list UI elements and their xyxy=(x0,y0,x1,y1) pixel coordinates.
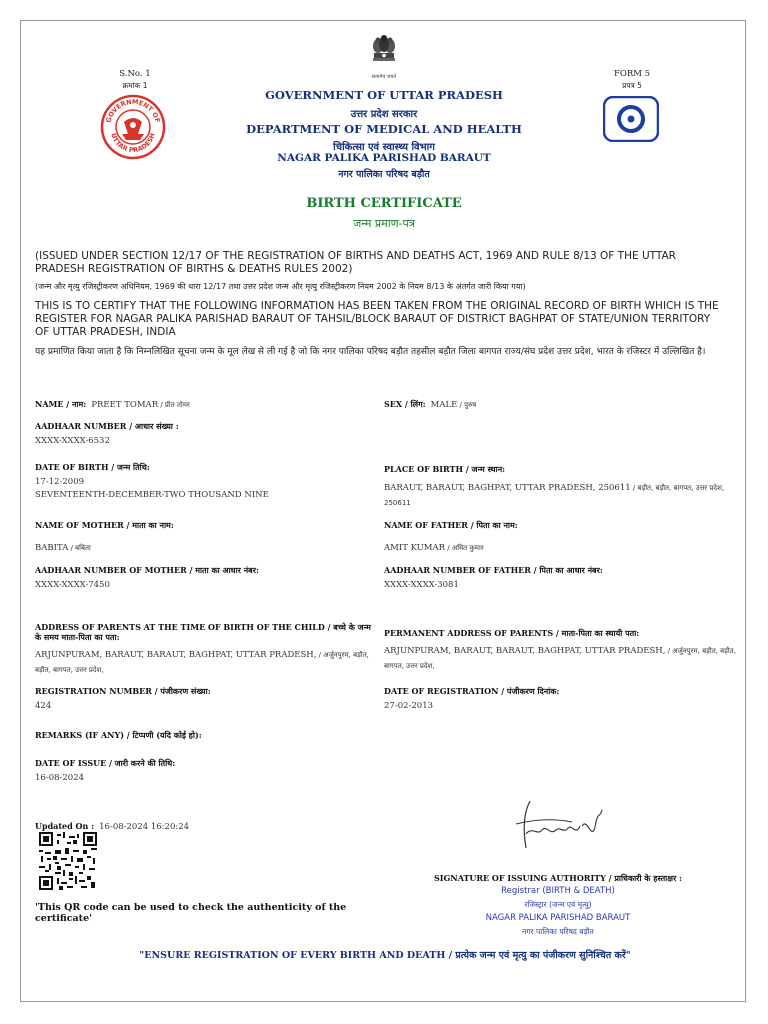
certificate-title-hi: जन्म प्रमाण-पत्र xyxy=(353,217,415,230)
mother-value-hi: / बबिता xyxy=(68,544,91,552)
father-value-hi: / अमित कुमार xyxy=(445,544,484,552)
mother-label: NAME OF MOTHER / माता का नाम: xyxy=(35,520,174,530)
registration-date-value: 27-02-2013 xyxy=(384,701,434,711)
remarks-label: REMARKS (IF ANY) / टिप्पणी (यदि कोई हो): xyxy=(35,730,202,740)
father-field xyxy=(384,535,734,554)
updated-on-value: 16-08-2024 16:20:24 xyxy=(99,822,190,832)
father-label: NAME OF FATHER / पिता का नाम: xyxy=(384,520,518,530)
father-aadhaar-label: AADHAAR NUMBER OF FATHER / पिता का आधार नंबर: xyxy=(384,565,603,575)
sex-value: MALE xyxy=(430,400,458,410)
pob-label: PLACE OF BIRTH / जन्म स्थान: xyxy=(384,464,506,474)
dob-words: SEVENTEENTH-DECEMBER-TWO THOUSAND NINE xyxy=(35,490,269,500)
permanent-address-field xyxy=(384,642,744,672)
registrar-logo-icon xyxy=(603,96,659,142)
mother-aadhaar-label: AADHAAR NUMBER OF MOTHER / माता का आधार नंबर: xyxy=(35,565,259,575)
registration-date-label: DATE OF REGISTRATION / पंजीकरण दिनांक: xyxy=(384,686,560,696)
certify-text-hi: यह प्रमाणित किया जाता है कि निम्नलिखित सूचना जन्म के मूल लेख से ली गई है जो कि नगर पालिका परिषद बड़ौत तहसील बड़ौत जिला बागपत राज्य/संघ प्रदेश उत्तर प्रदेश, भारत के रजिस्टर में उल्लिखित है। xyxy=(35,347,706,357)
sex-field xyxy=(384,392,734,411)
date-of-issue-label: DATE OF ISSUE / जारी करने की तिथि: xyxy=(35,758,176,768)
father-aadhaar-value: XXXX-XXXX-3081 xyxy=(384,580,459,590)
sex-label: SEX / लिंग: xyxy=(384,399,426,409)
mother-field xyxy=(35,535,375,554)
name-value-hi: / प्रीत तोमर xyxy=(158,401,190,409)
form-number-en: FORM 5 xyxy=(613,69,651,79)
emblem-caption: सत्यमेव जयते xyxy=(371,74,397,80)
issued-under-text-hi: (जन्म और मृत्यु रजिस्ट्रीकरण अधिनियम, 1969 की धारा 12/17 तथा उत्तर प्रदेश जन्म और मृत्यु रजिस्ट्रीकरण नियम 2002 के नियम 8/13 के अंतर्गत जारी किया गया) xyxy=(35,282,526,291)
up-government-seal-icon xyxy=(100,94,166,160)
aadhaar-value: XXXX-XXXX-6532 xyxy=(35,436,110,446)
seal-bottom-text: UTTAR PRADESH xyxy=(109,132,157,155)
serial-number-en: S.No. 1 xyxy=(119,69,151,79)
registration-number-value: 424 xyxy=(35,701,52,711)
signature-label: SIGNATURE OF ISSUING AUTHORITY / प्राधिकारी के हस्ताक्षर : xyxy=(434,873,682,883)
address-at-birth-value-hi: / अर्जुनपुरम, बड़ौत, बड़ौत, बागपत, उत्तर प्रदेश, xyxy=(35,651,369,674)
registrar-title-hi: रजिस्ट्रार (जन्म एवं मृत्यु) xyxy=(524,900,592,909)
name-field xyxy=(35,392,375,411)
address-at-birth-field xyxy=(35,646,375,676)
permanent-address-value: ARJUNPURAM, BARAUT, BARAUT, BAGHPAT, UTTAR PRADESH, xyxy=(384,646,666,656)
name-label: NAME / नाम: xyxy=(35,399,87,409)
pob-value-hi: / बड़ौत, बड़ौत, बागपत, उत्तर प्रदेश, 250611 xyxy=(384,484,725,507)
date-of-issue-value: 16-08-2024 xyxy=(35,773,85,783)
updated-on-label: Updated On : xyxy=(35,821,95,831)
updated-on xyxy=(35,814,375,833)
department-title-hi: चिकित्सा एवं स्वास्थ्य विभाग xyxy=(333,142,435,153)
authority-office-hi: नगर पालिका परिषद बड़ौत xyxy=(522,927,594,936)
mother-value: BABITA xyxy=(35,543,69,553)
office-title: NAGAR PALIKA PARISHAD BARAUT xyxy=(277,152,491,164)
government-title-hi: उत्तर प्रदेश सरकार xyxy=(350,109,418,120)
issued-under-text: (ISSUED UNDER SECTION 12/17 OF THE REGISTRATION OF BIRTHS AND DEATHS ACT, 1969 AND RULE 8/13 OF THE UTTAR PRADESH REGISTRATION OF BIRTHS & DEATHS RULES 2002) xyxy=(35,250,676,275)
address-at-birth-value: ARJUNPURAM, BARAUT, BARAUT, BAGHPAT, UTTAR PRADESH, xyxy=(35,650,317,660)
office-title-hi: नगर पालिका परिषद बड़ौत xyxy=(338,169,430,180)
mother-aadhaar-value: XXXX-XXXX-7450 xyxy=(35,580,110,590)
qr-code-icon xyxy=(39,832,97,890)
footer-slogan: "ENSURE REGISTRATION OF EVERY BIRTH AND DEATH / प्रत्येक जन्म एवं मृत्यु का पंजीकरण सुनिश्चित करें" xyxy=(139,950,631,961)
form-number-hi: प्रपत्र 5 xyxy=(622,81,642,90)
aadhaar-label: AADHAAR NUMBER / आधार संख्या : xyxy=(35,421,179,431)
dob-label: DATE OF BIRTH / जन्म तिथि: xyxy=(35,462,150,472)
registrar-title: Registrar (BIRTH & DEATH) xyxy=(501,886,615,896)
pob-value: BARAUT, BARAUT, BAGHPAT, UTTAR PRADESH, 250611 xyxy=(384,483,631,493)
pob-field xyxy=(384,479,744,509)
permanent-address-value-hi: / अर्जुनपुरम, बड़ौत, बड़ौत, बागपत, उत्तर प्रदेश, xyxy=(384,647,736,670)
authority-office: NAGAR PALIKA PARISHAD BARAUT xyxy=(485,913,631,923)
registration-number-label: REGISTRATION NUMBER / पंजीकरण संख्या: xyxy=(35,686,211,696)
father-value: AMIT KUMAR xyxy=(384,543,446,553)
certificate-title: BIRTH CERTIFICATE xyxy=(306,196,462,211)
sex-value-hi: / पुरुष xyxy=(457,401,477,409)
signature-icon xyxy=(512,796,612,856)
address-at-birth-label: ADDRESS OF PARENTS AT THE TIME OF BIRTH OF THE CHILD / बच्चे के जन्म के समय माता-पिता का पता: xyxy=(35,622,371,642)
seal-top-text: GOVERNMENT OF xyxy=(104,97,162,124)
dob-value: 17-12-2009 xyxy=(35,477,85,487)
certify-text: THIS IS TO CERTIFY THAT THE FOLLOWING INFORMATION HAS BEEN TAKEN FROM THE ORIGINAL RECORD OF BIRTH WHICH IS THE REGISTER FOR NAGAR PALIKA PARISHAD BARAUT OF TAHSIL/BLOCK BARAUT OF DISTRICT BAGHPAT OF STATE/UNION TERRITORY OF UTTAR PRADESH, INDIA xyxy=(35,300,719,338)
serial-number-hi: क्रमांक 1 xyxy=(122,81,148,90)
permanent-address-label: PERMANENT ADDRESS OF PARENTS / माता-पिता का स्थायी पता: xyxy=(384,628,640,638)
qr-note: 'This QR code can be used to check the authenticity of the certificate' xyxy=(35,902,347,924)
department-title: DEPARTMENT OF MEDICAL AND HEALTH xyxy=(246,122,522,136)
government-title: GOVERNMENT OF UTTAR PRADESH xyxy=(265,88,503,102)
name-value: PREET TOMAR xyxy=(91,400,159,410)
